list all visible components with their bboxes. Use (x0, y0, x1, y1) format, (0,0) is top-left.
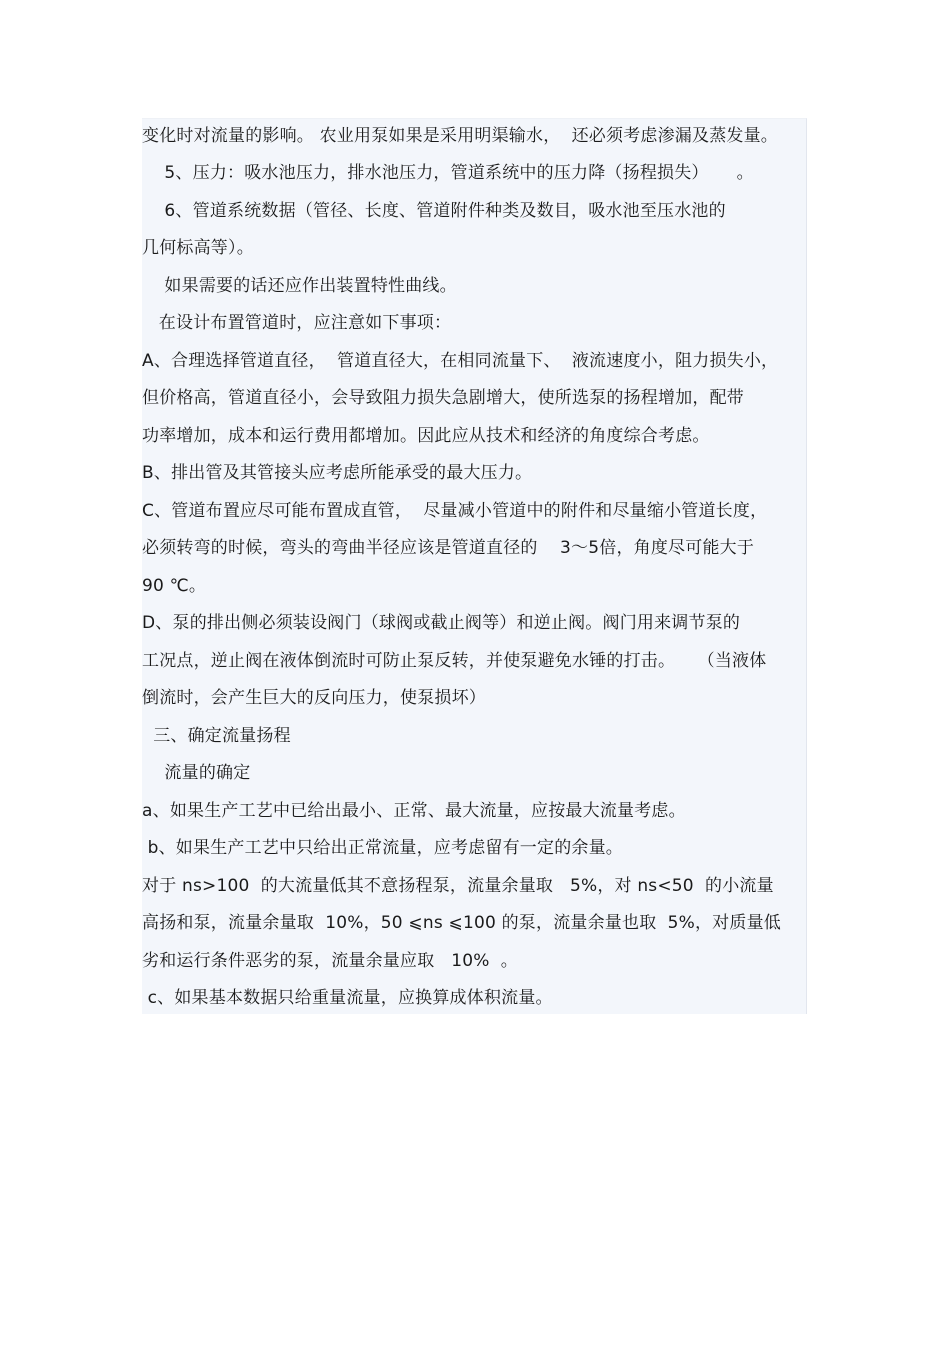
text-line: B、排出管及其管接头应考虑所能承受的最大压力。 (142, 463, 533, 483)
text-line: 工况点，逆止阀在液体倒流时可防止泵反转，并使泵避免水锤的打击。 （当液体 (142, 651, 767, 671)
subsection-heading: 流量的确定 (142, 763, 251, 783)
text-line: 高扬和泵，流量余量取 10%，50 ⩽ns ⩽100 的泵，流量余量也取 5%，对质量低 (142, 913, 781, 933)
text-line: a、如果生产工艺中已给出最小、正常、最大流量，应按最大流量考虑。 (142, 801, 686, 821)
text-line: 劣和运行条件恶劣的泵，流量余量应取 10% 。 (142, 951, 519, 971)
text-line: A、合理选择管道直径， 管道直径大，在相同流量下、 液流速度小，阻力损失小， (142, 351, 779, 371)
text-line: 几何标高等）。 (142, 238, 254, 258)
text-line: b、如果生产工艺中只给出正常流量，应考虑留有一定的余量。 (142, 838, 623, 858)
text-line: 5、压力：吸水池压力，排水池压力，管道系统中的压力降（扬程损失） 。 (142, 163, 754, 183)
text-line: 变化时对流量的影响。 农业用泵如果是采用明渠输水， 还必须考虑渗漏及蒸发量。 (142, 126, 779, 146)
text-line: 但价格高，管道直径小，会导致阻力损失急剧增大，使所选泵的扬程增加，配带 (142, 388, 744, 408)
text-line: 功率增加，成本和运行费用都增加。因此应从技术和经济的角度综合考虑。 (142, 426, 710, 446)
text-line: 倒流时，会产生巨大的反向压力，使泵损坏） (142, 688, 486, 708)
text-line: 6、管道系统数据（管径、长度、管道附件种类及数目，吸水池至压水池的 (142, 201, 726, 221)
text-line: 对于 ns>100 的大流量低其不意扬程泵，流量余量取 5%，对 ns<50 的小流量 (142, 876, 774, 896)
text-line: 如果需要的话还应作出装置特性曲线。 (142, 276, 457, 296)
document-text-block (142, 118, 807, 1014)
text-line: 必须转弯的时候，弯头的弯曲半径应该是管道直径的 3～5倍，角度尽可能大于 (142, 538, 755, 558)
section-heading: 三、确定流量扬程 (142, 726, 291, 746)
text-line: D、泵的排出侧必须装设阀门（球阀或截止阀等）和逆止阀。阀门用来调节泵的 (142, 613, 741, 633)
text-line: C、管道布置应尽可能布置成直管， 尽量减小管道中的附件和尽量缩小管道长度， (142, 501, 768, 521)
text-line: 在设计布置管道时，应注意如下事项： (142, 313, 452, 333)
text-line: c、如果基本数据只给重量流量，应换算成体积流量。 (142, 988, 553, 1008)
text-line: 90 ℃。 (142, 576, 207, 596)
